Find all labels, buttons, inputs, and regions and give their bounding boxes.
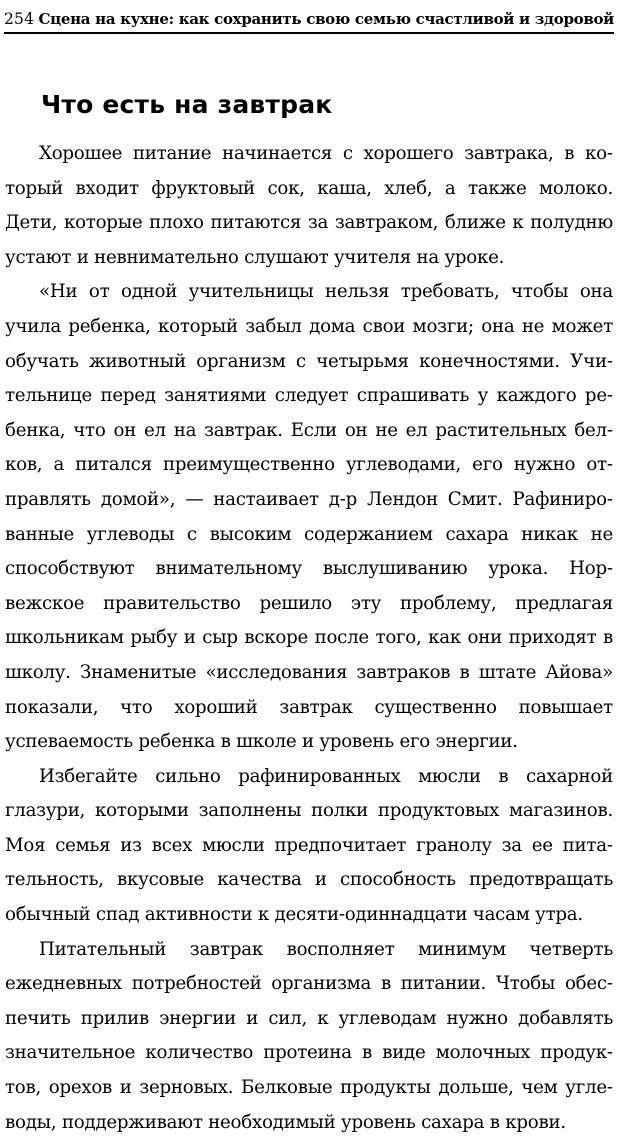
- section-title: Что есть на завтрак: [41, 90, 333, 119]
- running-header: [4, 4, 614, 34]
- paragraph-3: Избегайте сильно рафинированных мюсли в сахарной глазури, которыми заполнены полки продуктовых магазинов. Моя семья из всех мюсли предпочитает гранолу за ее питательность, вкусовые качества и способность предотвращать обычный спад активности к десяти-одиннадцати часам утра.: [5, 765, 613, 926]
- page-number: 254: [4, 10, 35, 28]
- paragraph-4: Питательный завтрак восполняет минимум четверть ежедневных потребностей организма в питании. Чтобы обеспечить прилив энергии и сил, к углеводам нужно добавлять значительное количество протеина в виде молочных продуктов, орехов и зерновых. Белковые продукты дольше, чем углеводы, поддерживают необходимый уровень сахара в крови.: [5, 938, 613, 1133]
- running-title: Сцена на кухне: как сохранить свою семью счастливой и здоровой: [38, 10, 614, 28]
- paragraph-2: «Ни от одной учительницы нельзя требовать, чтобы она учила ребенка, который забыл дома свои мозги; она не может обучать животный организм с четырьмя конечностями. Учительнице перед занятиями следует спрашивать у каждого ребенка, что он ел на завтрак. Если он не ел растительных белков, а питался преимущественно углеводами, его нужно отправлять домой», — настаивает д-р Лендон Смит. Рафинированные углеводы с высоким содержанием сахара никак не способствуют внимательному выслушиванию урока. Норвежское правительство решило эту проблему, предлагая школьникам рыбу и сыр вскоре после того, как они приходят в школу. Знаменитые «исследования завтраков в штате Айова» показали, что хороший завтрак существенно повышает успеваемость ребенка в школе и уровень его энергии.: [5, 281, 613, 753]
- paragraph-1: Хорошее питание начинается с хорошего завтрака, в который входит фруктовый сок, каша, хлеб, а также молоко. Дети, которые плохо питаются за завтраком, ближе к полудню устают и невнимательно слушают учителя на уроке.: [5, 143, 613, 268]
- body-text: [5, 137, 613, 1140]
